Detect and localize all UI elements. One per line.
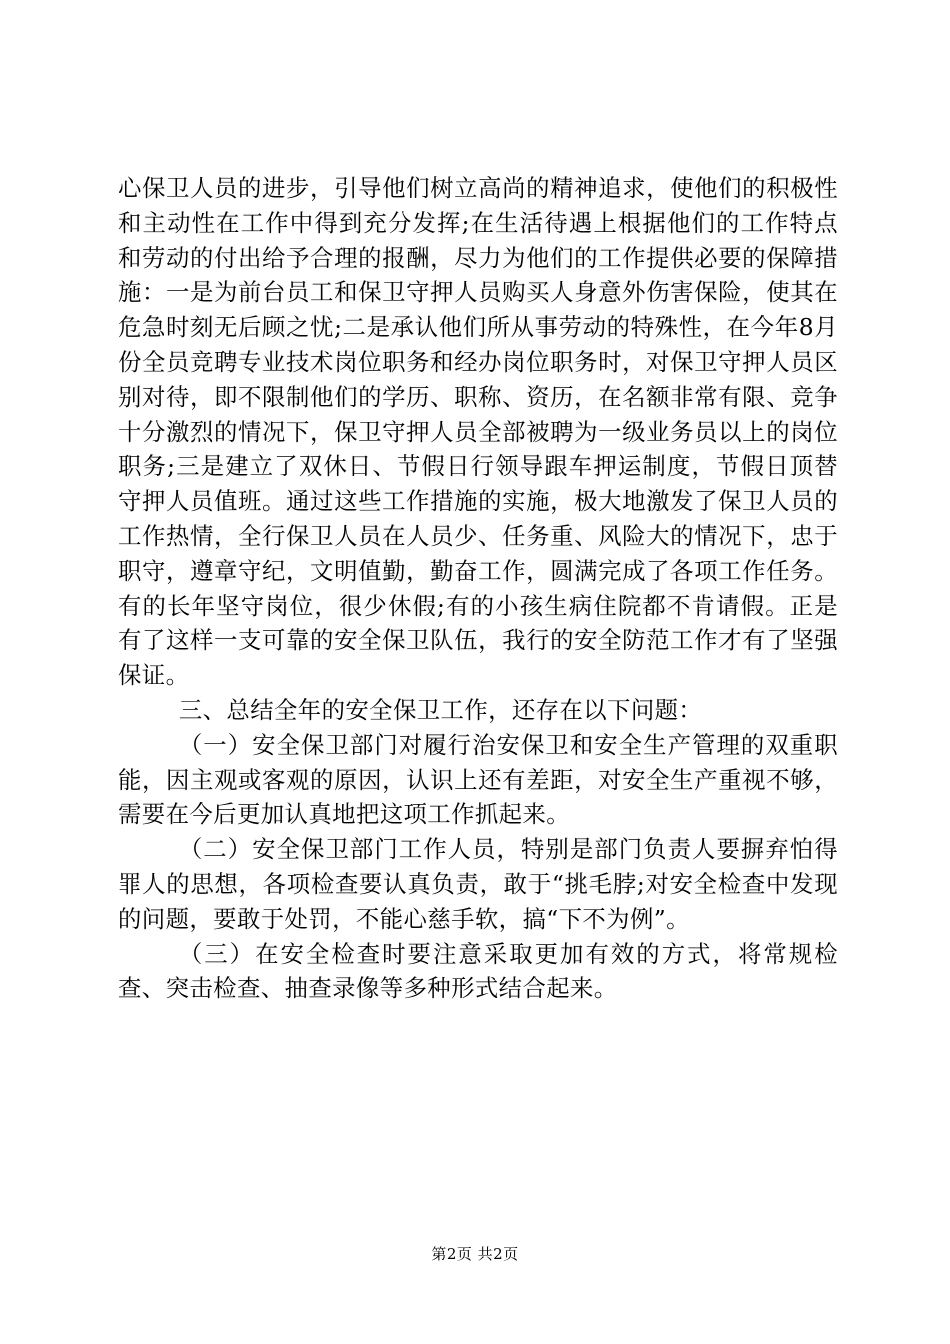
- paragraph-item-2: （二）安全保卫部门工作人员，特别是部门负责人要摒弃怕得罪人的思想，各项检查要认真负责，敢于“挑毛脖;对安全检查中发现的问题，要敢于处罚，不能心慈手软，搞“下不为例”。: [118, 835, 838, 933]
- page-footer: 第2页 共2页: [431, 1245, 519, 1263]
- section-heading-problems: 三、总结全年的安全保卫工作，还存在以下问题：: [178, 695, 703, 724]
- paragraph-item-1: （一）安全保卫部门对履行治安保卫和安全生产管理的双重职能，因主观或客观的原因，认识上还有差距，对安全生产重视不够，需要在今后更加认真地把这项工作抓起来。: [118, 730, 838, 829]
- paragraph-item-3: （三）在安全检查时要注意采取更加有效的方式，将常规检查、突击检查、抽查录像等多种形式结合起来。: [118, 939, 838, 1003]
- paragraph-continuation: 心保卫人员的进步，引导他们树立高尚的精神追求，使他们的积极性和主动性在工作中得到充分发挥;在生活待遇上根据他们的工作特点和劳动的付出给予合理的报酬，尽力为他们的工作提供必要的保障措施：一是为前台员工和保卫守押人员购买人身意外伤害保险，使其在危急时刻无后顾之忧;二是承认他们所从事劳动的特殊性，在今年8月份全员竞聘专业技术岗位职务和经办岗位职务时，对保卫守押人员区别对待，即不限制他们的学历、职称、资历，在名额非常有限、竞争十分激烈的情况下，保卫守押人员全部被聘为一级业务员以上的岗位职务;三是建立了双休日、节假日行领导跟车押运制度，节假日顶替守押人员值班。通过这些工作措施的实施，极大地激发了保卫人员的工作热情，全行保卫人员在人员少、任务重、风险大的情况下，忠于职守，遵章守纪，文明值勤，勤奋工作，圆满完成了各项工作任务。有的长年坚守岗位，很少休假;有的小孩生病住院都不肯请假。正是有了这样一支可靠的安全保卫队伍，我行的安全防范工作才有了坚强保证。: [118, 174, 838, 690]
- document-body: [118, 171, 838, 1006]
